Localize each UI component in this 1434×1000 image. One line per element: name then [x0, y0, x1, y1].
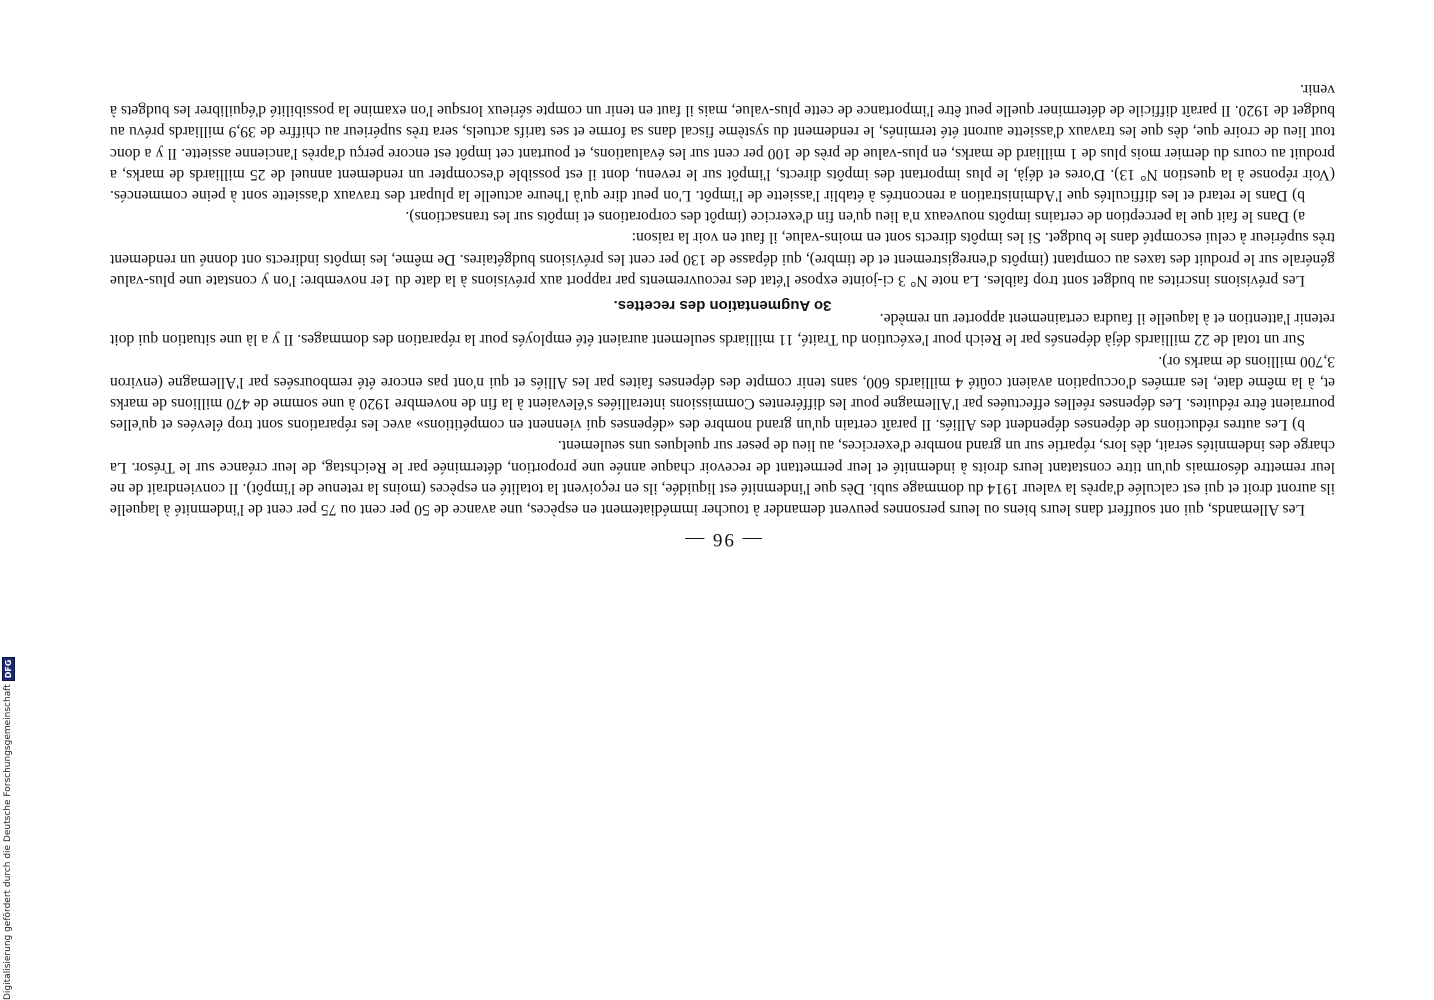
digitization-credit: [2, 606, 14, 1000]
paragraph-allemands: Les Allemands, qui ont souffert dans leurs biens ou leurs personnes peuvent demander à toucher immédiatement en espèces, une avance de 50 per cent ou 75 per cent de l'indemnité à laquelle ils auront droit et qui est calculée d'après la valeur 1914 du dommage subi. Dès que l'indemnité est liquidée, ils en reçoivent la totalité en espèces (moins la retenue de l'impôt). Il conviendrait de ne leur remettre désormais qu'un titre constatant leurs droits à indemnité et leur permettant de recevoir chaque année une proportion, déterminée par le Reichstag, de leur créance sur le Trésor. La charge des indemnités serait, dès lors, répartie sur un grand nombre d'exercices, au lieu de peser sur quelques uns seulement.: [110, 437, 1335, 518]
paragraph-total-22-milliards: Sur un total de 22 milliards déjà dépensés par le Reich pour l'exécution du Traité, 11 milliards seulement auraient été employés pour la réparation des dommages. Il y a là une situation qui doit retenir l'attention et à laquelle il faudra certainement apporter un remède.: [110, 310, 1335, 349]
paragraph-b-retard: b) Dans le retard et les difficultés que l'Administration a rencontrés à établir l'assiette de l'impôt. L'on peut dire qu'à l'heure actuelle la plupart des travaux d'assiette sont à peine commencés. (Voir réponse à la question N° 13). D'ores et déjà, le plus important des impôts directs, l'impôt sur le revenu, dont il est possible d'escompter un rendement annuel de 25 milliards de marks, a produit au cours du dernier mois plus de 1 milliard de marks, en plus-value de près de 100 per cent sur les évaluations, et pourtant cet impôt est encore perçu d'après l'ancienne assiette. Il y a donc tout lieu de croire que, dès que les travaux d'assiette auront été terminés, le rendement du système fiscal dans sa forme et ses tarifs actuels, sera très supérieur au chiffre de 39,9 milliards prévu au budget de 1920. Il paraît difficile de déterminer quelle peut être l'importance de cette plus-value, mais il faut en tenir un compte sérieux lorsque l'on examine la possibilité d'équilibrer les budgets à venir.: [110, 80, 1335, 204]
paragraph-previsions: Les prévisions inscrites au budget sont trop faibles. La note N° 3 ci-jointe expose l'état des recouvrements par rapport aux prévisions à la date du 1er novembre: l'on y constate une plus-value générale sur le produit des taxes au comptant (impôts d'enregistrement et de timbre), qui dépasse de 130 per cent les prévisions budgétaires. De même, les impôts indirects ont donné un rendement très supérieur à celui escompté dans le budget. Si les impôts directs sont en moins-value, il faut en voir la raison:: [110, 229, 1335, 289]
upper-text-block: [110, 308, 1335, 520]
lower-text-block: [110, 79, 1335, 320]
page-number: — 96 —: [683, 529, 762, 550]
section-heading: 3o Augmentation des recettes.: [613, 297, 832, 314]
paragraph-a-perception: a) Dans le fait que la perception de certains impôts nouveaux n'a lieu qu'en fin d'exercice (impôt des corporations et impôts sur les transactions).: [405, 208, 1305, 226]
paragraph-autres-reductions: b) Les autres réductions de dépenses dépendent des Alliés. Il paraît certain qu'un grand nombre des «dépenses qui viennent en compétitions» avec les réparations sont trop élevées et qu'elles pourraient être réduites. Les dépenses réelles effectuées par l'Allemagne pour les différentes Commissions interalliées s'élevaient à la fin de novembre 1920 à une somme de 470 millions de marks et, à la même date, les armées d'occupation avaient coûté 4 milliards 600, sans tenir compte des dépenses faites par les Alliés et qui n'ont pas encore été remboursées par l'Allemagne (environ 3,700 millions de marks or).: [110, 352, 1335, 434]
rotated-document-sheet: [110, 80, 1335, 550]
dfg-logo: DFG: [2, 657, 15, 682]
credit-text: Digitalisierung gefördert durch die Deutsche Forschungsgemeinschaft: [3, 684, 13, 1000]
